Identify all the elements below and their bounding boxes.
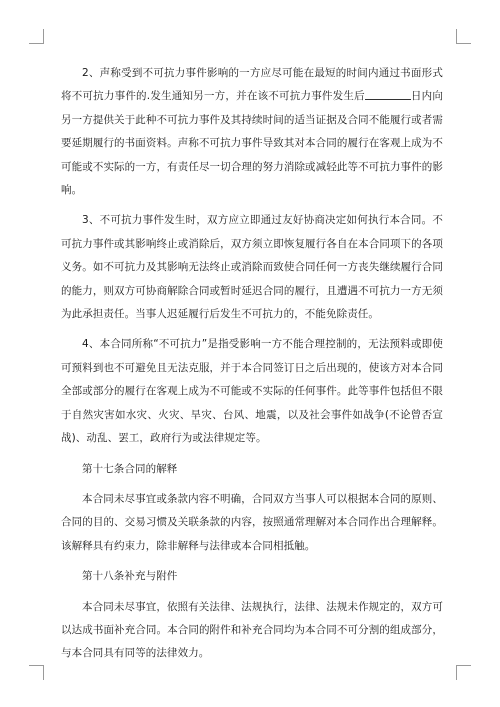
paragraph-article-18: 本合同未尽事宜，依照有关法律、法规执行，法律、法规未作规定的，双方可以达成书面补充合同。本合同的附件和补充合同均为本合同不可分割的组成部分，与本合同具有同等的法律效力。 [61, 600, 443, 660]
paragraph-article-17: 本合同未尽事宜或条款内容不明确，合同双方当事人可以根据本合同的原则、合同的目的、交易习惯及关联条款的内容，按照通常理解对本合同作出合理解释。该解释具有约束力，除非解释与法律或本合同相抵触。 [61, 492, 443, 552]
fill-in-blank [365, 88, 411, 100]
paragraph-text: 日内向另一方提供关于此种不可抗力事件及其持续时间的适当证据及合同不能履行或者需要延期履行的书面资料。声称不可抗力事件导致其对本合同的履行在客观上成为不可能或不实际的一方，有责任尽一切合理的努力消除或减轻此等不可抗力事件的影响。 [61, 90, 443, 197]
crop-mark-bottom-left [29, 665, 44, 680]
crop-mark-top-left [29, 29, 44, 44]
crop-mark-bottom-right [456, 665, 471, 680]
crop-mark-top-right [456, 29, 471, 44]
paragraph-text: 2、声称受到不可抗力事件影响的一方应尽可能在最短的时间内通过书面形式将不可抗力事件的.发生通知另一方，并在该不可抗力事件发生后 [61, 67, 443, 103]
article-17-heading: 第十七条合同的解释 [82, 462, 178, 475]
document-body [61, 62, 443, 666]
paragraph-force-majeure-notice [61, 62, 443, 202]
paragraph-force-majeure-negotiation: 3、不可抗力事件发生时，双方应立即通过友好协商决定如何执行本合同。不可抗力事件或其影响终止或消除后，双方须立即恢复履行各自在本合同项下的各项义务。如不可抗力及其影响无法终止或消除而致使合同任何一方丧失继续履行合同的能力，则双方可协商解除合同或暂时延迟合同的履行，且遭遇不可抗力一方无须为此承担责任。当事人迟延履行后发生不可抗力的，不能免除责任。 [61, 214, 443, 321]
article-18-heading: 第十八条补充与附件 [82, 570, 178, 583]
paragraph-force-majeure-definition: 4、本合同所称“不可抗力”是指受影响一方不能合理控制的，无法预料或即使可预料到也不可避免且无法克服，并于本合同签订日之后出现的，使该方对本合同全部或部分的履行在客观上成为不可能或不实际的任何事件。此等事件包括但不限于自然灾害如水灾、火灾、旱灾、台风、地震，以及社会事件如战争(不论曾否宣战)、动乱、罢工，政府行为或法律规定等。 [61, 338, 443, 445]
